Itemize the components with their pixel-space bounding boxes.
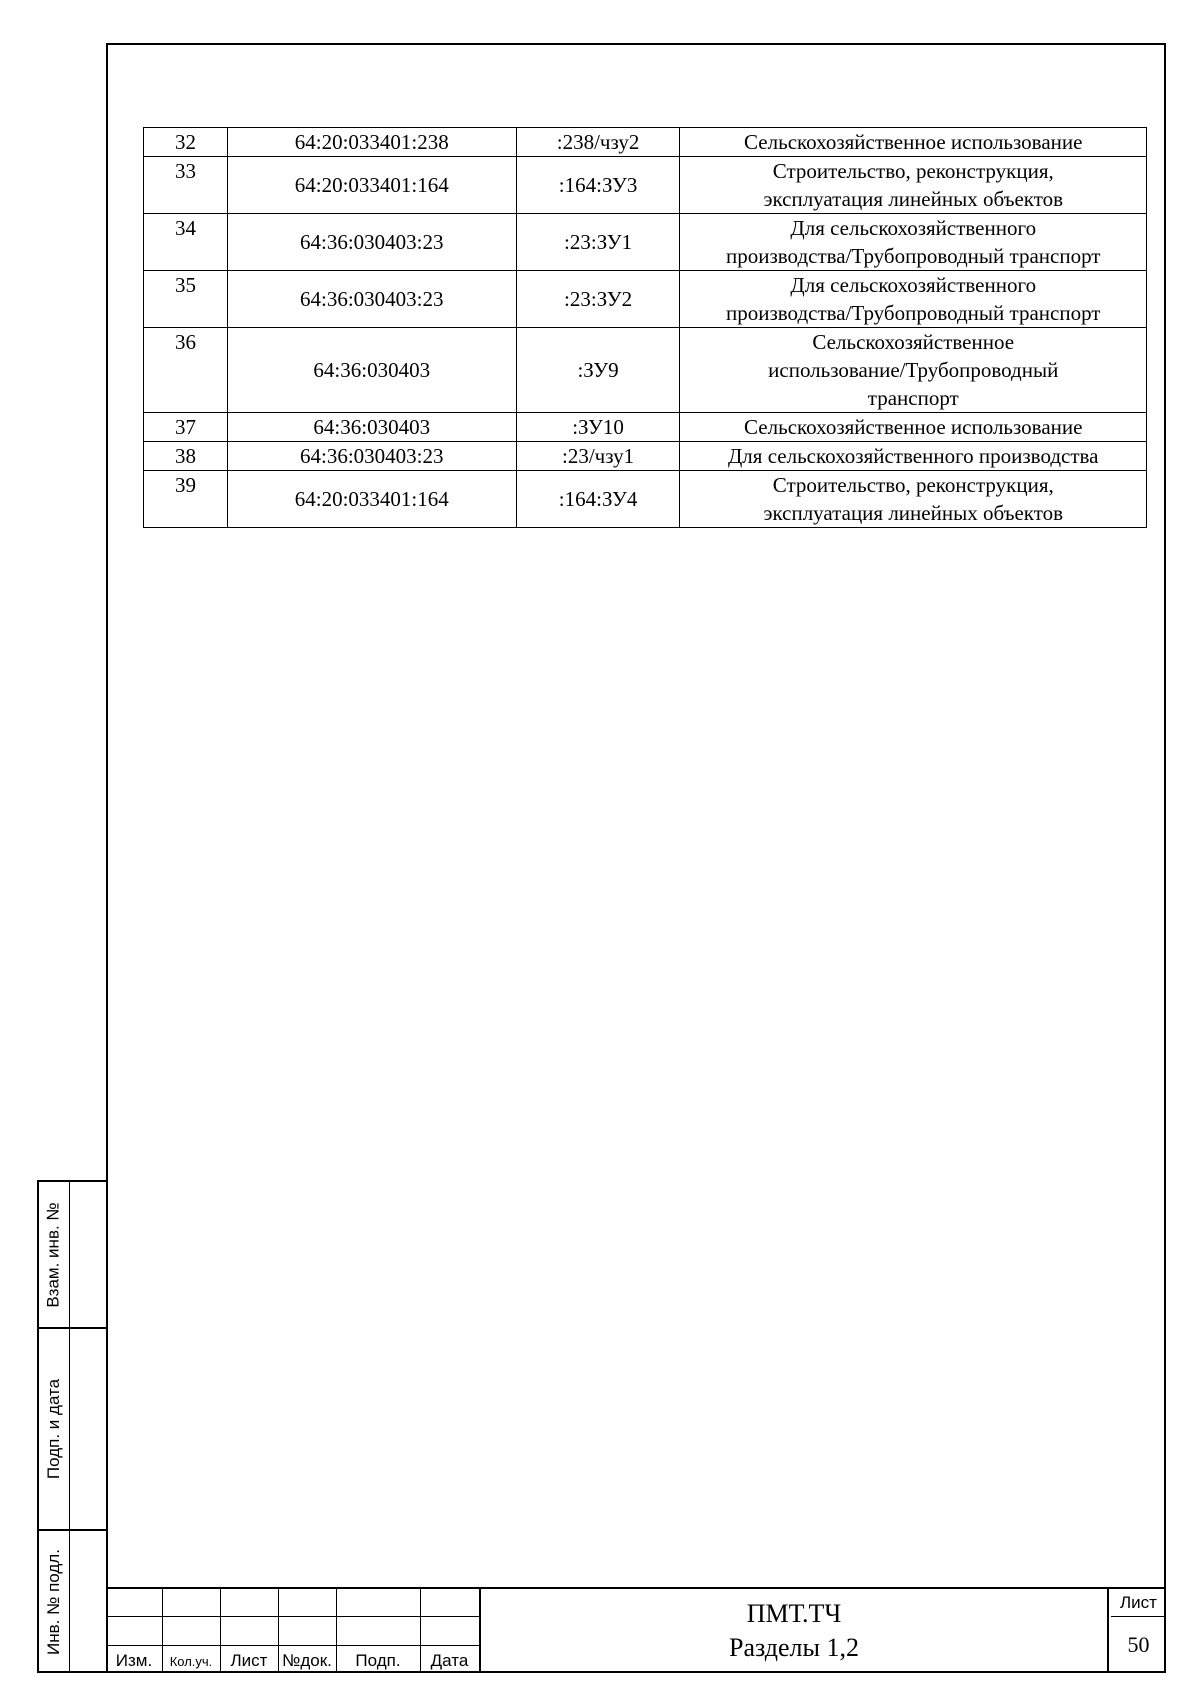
table-row bbox=[144, 413, 1147, 442]
cell-cadastral: 64:36:030403:23 bbox=[227, 442, 516, 471]
cell-cadastral: 64:36:030403 bbox=[227, 328, 516, 413]
side-label-text: Инв. № подл. bbox=[44, 1549, 63, 1655]
side-stamp bbox=[37, 1180, 106, 1673]
sheet-cell bbox=[1111, 1589, 1166, 1673]
table-row bbox=[144, 214, 1147, 271]
cell-designation: :ЗУ10 bbox=[516, 413, 680, 442]
cell-number: 37 bbox=[144, 413, 228, 442]
cell-use bbox=[680, 413, 1147, 442]
cell-designation: :23/чзу1 bbox=[516, 442, 680, 471]
cell-cadastral: 64:20:033401:164 bbox=[227, 157, 516, 214]
cell-number: 38 bbox=[144, 442, 228, 471]
cell-use-line: Для сельскохозяйственного bbox=[790, 273, 1037, 297]
cell-designation: :164:ЗУ4 bbox=[516, 471, 680, 528]
col-label-date: Дата bbox=[430, 1651, 469, 1670]
cell-use bbox=[680, 271, 1147, 328]
cell-use-line: Сельскохозяйственное использование bbox=[744, 130, 1083, 154]
cell-designation: :238/чзу2 bbox=[516, 128, 680, 157]
cell-use-line: Для сельскохозяйственного производства bbox=[727, 444, 1099, 468]
cell-designation: :ЗУ9 bbox=[516, 328, 680, 413]
title-block bbox=[106, 1587, 1166, 1673]
side-label-text: Взам. инв. № bbox=[44, 1201, 64, 1308]
cell-use-line: эксплуатация линейных объектов bbox=[763, 187, 1064, 211]
designation-code: ПМТ.ТЧ bbox=[746, 1599, 842, 1628]
table-row bbox=[144, 442, 1147, 471]
cell-use-line: эксплуатация линейных объектов bbox=[763, 501, 1064, 525]
table-row bbox=[144, 157, 1147, 214]
cell-use bbox=[680, 442, 1147, 471]
side-label-text: Подп. и дата bbox=[44, 1378, 64, 1480]
table-body bbox=[144, 128, 1147, 528]
revision-grid bbox=[106, 1589, 479, 1673]
col-label-doc-no: №док. bbox=[282, 1651, 332, 1670]
cell-cadastral: 64:36:030403 bbox=[227, 413, 516, 442]
col-label-change: Изм. bbox=[115, 1651, 153, 1670]
cell-number: 32 bbox=[144, 128, 228, 157]
table-row bbox=[144, 128, 1147, 157]
cell-cadastral: 64:36:030403:23 bbox=[227, 214, 516, 271]
table-row bbox=[144, 328, 1147, 413]
side-label-replacement-inv bbox=[39, 1182, 69, 1327]
side-stamp-divider bbox=[69, 1182, 70, 1671]
cell-cadastral: 64:20:033401:164 bbox=[227, 471, 516, 528]
cell-use bbox=[680, 157, 1147, 214]
cell-use-line: производства/Трубопроводный транспорт bbox=[726, 301, 1101, 325]
cell-use-line: Строительство, реконструкция, bbox=[772, 473, 1054, 497]
col-label-count: Кол.уч. bbox=[169, 1654, 213, 1669]
cell-use bbox=[680, 328, 1147, 413]
table-row bbox=[144, 471, 1147, 528]
document-designation bbox=[479, 1589, 1109, 1673]
cell-number: 34 bbox=[144, 214, 228, 271]
land-plots-table bbox=[143, 127, 1147, 528]
cell-designation: :23:ЗУ1 bbox=[516, 214, 680, 271]
cell-use bbox=[680, 214, 1147, 271]
cell-number: 35 bbox=[144, 271, 228, 328]
cell-cadastral: 64:20:033401:238 bbox=[227, 128, 516, 157]
cell-number: 33 bbox=[144, 157, 228, 214]
cell-use bbox=[680, 471, 1147, 528]
cell-use-line: Строительство, реконструкция, bbox=[772, 159, 1054, 183]
cell-use bbox=[680, 128, 1147, 157]
cell-use-line: Сельскохозяйственное bbox=[812, 330, 1015, 354]
cell-use-line: производства/Трубопроводный транспорт bbox=[726, 244, 1101, 268]
cell-designation: :164:ЗУ3 bbox=[516, 157, 680, 214]
cell-use-line: Сельскохозяйственное использование bbox=[744, 415, 1083, 439]
cell-use-line: Для сельскохозяйственного bbox=[790, 216, 1037, 240]
cell-use-line: транспорт bbox=[867, 386, 959, 410]
col-label-sheet: Лист bbox=[230, 1651, 268, 1670]
side-label-signature-date bbox=[39, 1329, 69, 1529]
designation-subtitle: Разделы 1,2 bbox=[728, 1633, 859, 1662]
cell-number: 36 bbox=[144, 328, 228, 413]
sheet-label: Лист bbox=[1111, 1589, 1166, 1617]
cell-cadastral: 64:36:030403:23 bbox=[227, 271, 516, 328]
cell-use-line: использование/Трубопроводный bbox=[768, 358, 1059, 382]
sheet-number: 50 bbox=[1127, 1632, 1150, 1657]
table-row bbox=[144, 271, 1147, 328]
side-label-original-inv bbox=[39, 1531, 69, 1673]
cell-number: 39 bbox=[144, 471, 228, 528]
col-label-signature: Подп. bbox=[355, 1651, 401, 1670]
cell-designation: :23:ЗУ2 bbox=[516, 271, 680, 328]
